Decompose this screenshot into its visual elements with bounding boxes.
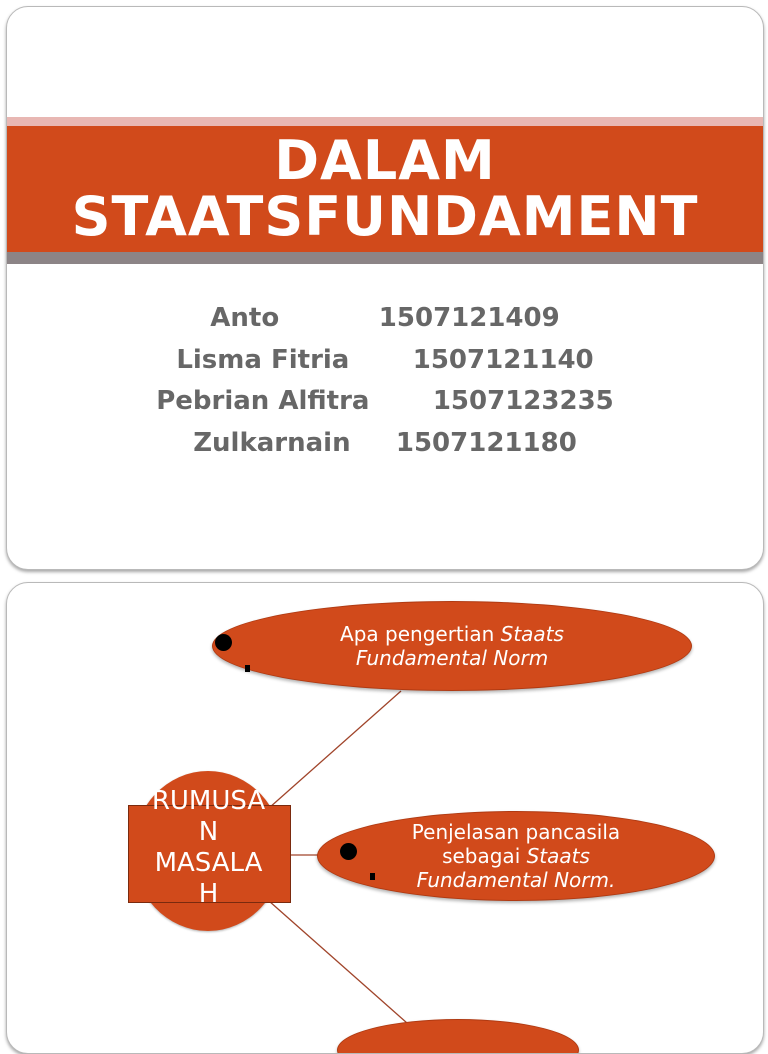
member-id: 1507121140 [412,345,594,375]
title-slide [6,6,764,570]
member-row [7,303,763,333]
member-id: 1507121409 [378,303,560,333]
diagram-slide [6,582,764,1054]
middle-ellipse: Penjelasan pancasila sebagai Staats Fundamental Norm. [317,811,715,901]
member-row [7,386,763,416]
title-line-1: DALAM [274,129,496,192]
title-top-strip [7,117,763,126]
connector-bottom [269,901,407,1023]
member-id: 1507123235 [432,386,614,416]
top-ellipse: Apa pengertian Staats Fundamental Norm [212,601,692,691]
title-band [7,126,763,252]
title-bottom-strip [7,252,763,264]
center-label: RUMUSA N MASALA H [151,786,266,909]
bullet-dot-icon [340,843,357,860]
member-row [7,345,763,375]
member-name: Anto [210,303,280,333]
title-line-2: STAATSFUNDAMENT [71,185,699,248]
bullet-square-icon [370,873,375,880]
member-name: Pebrian Alfitra [156,386,370,416]
member-id: 1507121180 [395,428,577,458]
member-name: Zulkarnain [193,428,351,458]
member-row [7,428,763,458]
bullet-dot-icon [215,634,232,651]
bullet-square-icon [245,665,250,672]
member-name: Lisma Fitria [176,345,350,375]
